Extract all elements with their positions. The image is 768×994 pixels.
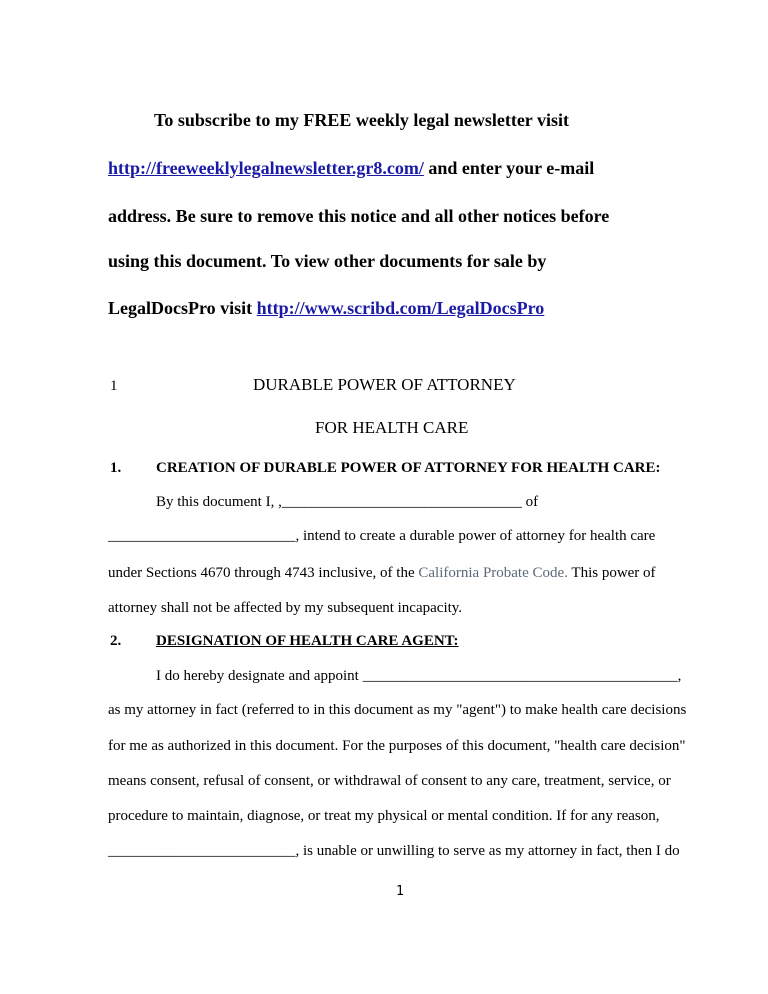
section-2-line-6: _________________________, is unable or unwilling to serve as my attorney in fact, then I do <box>108 843 680 859</box>
notice-line-2-rest: and enter your e-mail <box>423 158 595 178</box>
section-2-line-3: for me as authorized in this document. For the purposes of this document, "health care decision" <box>108 738 686 754</box>
scribd-link[interactable]: http://www.scribd.com/LegalDocsPro <box>256 298 545 318</box>
section-1-line-3-pre: under Sections 4670 through 4743 inclusive, of the <box>108 565 419 581</box>
page-number: 1 <box>396 884 404 899</box>
document-subtitle: FOR HEALTH CARE <box>315 418 469 437</box>
notice-line-1: To subscribe to my FREE weekly legal newsletter visit <box>154 110 569 130</box>
section-1-line-1: By this document I, ,________________________________ of <box>156 494 539 510</box>
section-1-line-3-post: This power of <box>567 565 656 581</box>
notice-line-4: using this document. To view other documents for sale by <box>108 251 547 271</box>
section-2-line-2: as my attorney in fact (referred to in this document as my "agent") to make health care decisions <box>108 702 687 718</box>
section-2-line-4: means consent, refusal of consent, or withdrawal of consent to any care, treatment, service, or <box>108 773 671 789</box>
probate-code-reference: California Probate Code. <box>418 565 568 581</box>
notice-line-2 <box>108 158 594 179</box>
section-2-number: 2. <box>110 633 122 649</box>
section-1-number: 1. <box>110 460 122 476</box>
section-2-line-5: procedure to maintain, diagnose, or treat my physical or mental condition. If for any reason, <box>108 808 660 824</box>
document-title: DURABLE POWER OF ATTORNEY <box>253 375 516 394</box>
newsletter-link[interactable]: http://freeweeklylegalnewsletter.gr8.com/ <box>108 158 424 178</box>
section-1-heading: CREATION OF DURABLE POWER OF ATTORNEY FOR HEALTH CARE: <box>156 460 661 476</box>
section-1-line-3 <box>108 565 656 582</box>
notice-line-5 <box>108 298 544 319</box>
section-1-line-2: _________________________, intend to create a durable power of attorney for health care <box>108 528 656 544</box>
section-2-line-1: I do hereby designate and appoint __________________________________________, <box>156 668 682 684</box>
notice-line-3: address. Be sure to remove this notice and all other notices before <box>108 206 610 226</box>
section-1-line-4: attorney shall not be affected by my subsequent incapacity. <box>108 600 463 616</box>
notice-line-5-pre: LegalDocsPro visit <box>108 298 257 318</box>
section-2-heading: DESIGNATION OF HEALTH CARE AGENT: <box>156 633 459 649</box>
line-number: 1 <box>110 378 118 394</box>
